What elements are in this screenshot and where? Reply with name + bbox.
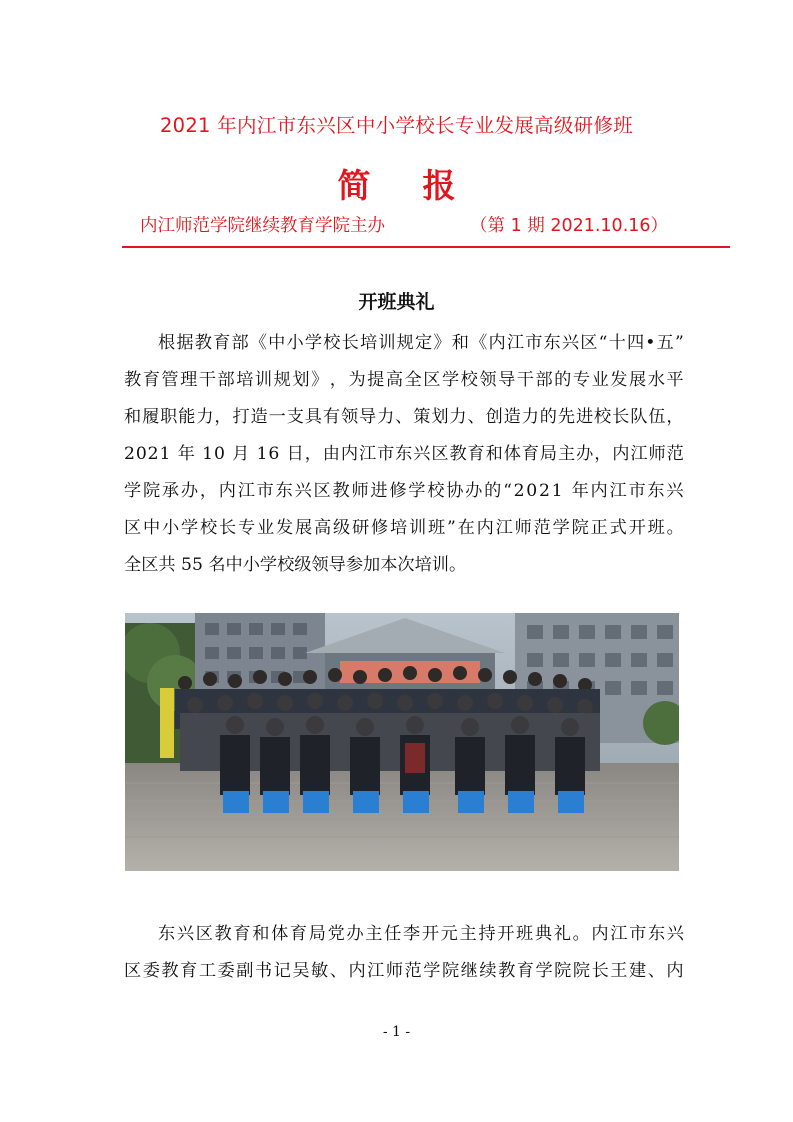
paragraph-line: 东 兴 区 教 育 和 体 育 局 党 办 主 任 李 开 元 主 持 开 班 典 礼 。 内 江 市 东 兴 bbox=[158, 924, 684, 944]
paragraph-1 bbox=[124, 325, 684, 584]
paragraph-line: 区 中 小 学 校 长 专 业 发 展 高 级 研 修 培 训 班 ” 在 内 江 师 范 学 院 正 式 开 班 。 bbox=[124, 518, 684, 538]
paragraph-line: 区 委 教 育 工 委 副 书 记 吴 敏 、 内 江 师 范 学 院 继 续 教 育 学 院 院 长 王 建 、 内 bbox=[124, 961, 684, 981]
paragraph-line: 学 院 承 办 ， 内 江 市 东 兴 区 教 师 进 修 学 校 协 办 的 “ 2 0 2 1 年 内 江 市 东 兴 bbox=[124, 481, 684, 501]
paragraph-line: 全区共 55 名中小学校级领导参加本次培训。 bbox=[124, 555, 467, 575]
paragraph-line: 和 履 职 能 力 ， 打 造 一 支 具 有 领 导 力 、 策 划 力 、 创 造 力 的 先 进 校 长 队 伍 ， bbox=[124, 407, 684, 427]
paragraph-2 bbox=[124, 916, 684, 990]
group-photo bbox=[125, 613, 679, 871]
paragraph-line: 2 0 2 1 年 1 0 月 1 6 日 ， 由 内 江 市 东 兴 区 教 育 和 体 育 局 主 办 ， 内 江 师 范 bbox=[124, 444, 684, 464]
bulletin-issue: （第 1 期 2021.10.16） bbox=[470, 216, 669, 236]
paragraph-line: 根 据 教 育 部 《 中 小 学 校 长 培 训 规 定 》 和 《 内 江 市 东 兴 区 “ 十 四 • 五 ” bbox=[158, 333, 684, 353]
paragraph-line: 教 育 管 理 干 部 培 训 规 划 》 ， 为 提 高 全 区 学 校 领 导 干 部 的 专 业 发 展 水 平 bbox=[124, 370, 684, 390]
bulletin-title: 2021 年内江市东兴区中小学校长专业发展高级研修班 bbox=[159, 114, 634, 137]
bulletin-organizer: 内江师范学院继续教育学院主办 bbox=[140, 216, 385, 236]
section-title: 开班典礼 bbox=[358, 291, 435, 313]
page-number: - 1 - bbox=[382, 1024, 411, 1040]
header-divider bbox=[122, 246, 730, 248]
bulletin-brief-heading: 简报 bbox=[337, 166, 508, 205]
group-photo-illustration bbox=[125, 613, 679, 871]
